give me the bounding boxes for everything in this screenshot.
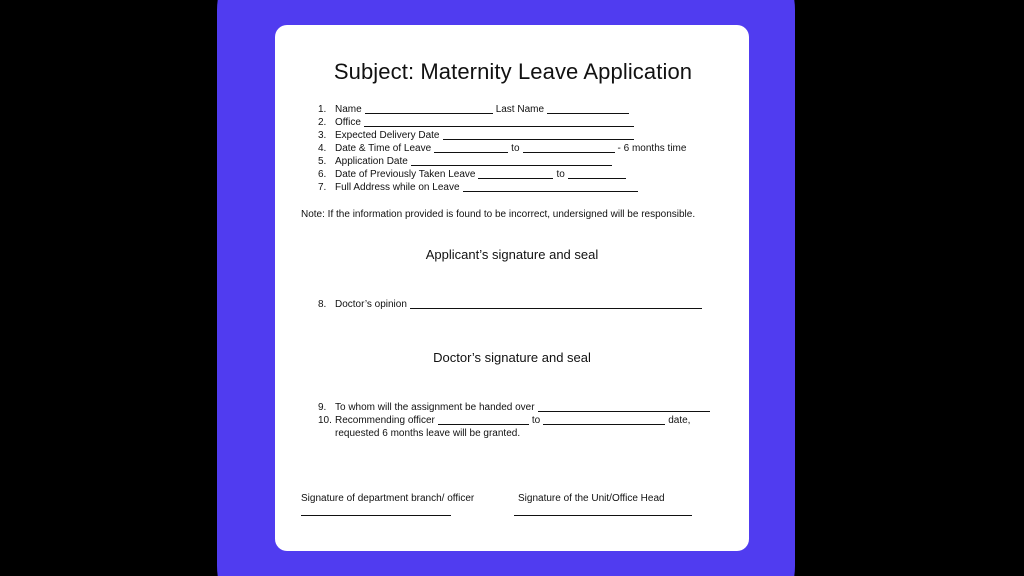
field-label: To whom will the assignment be handed over [335, 402, 535, 413]
field-number-spacer [318, 427, 335, 440]
field-recommending-officer [318, 414, 713, 427]
field-label: Expected Delivery Date [335, 130, 440, 141]
field-full-address [318, 181, 686, 194]
office-input-line[interactable] [364, 116, 634, 127]
field-recommending-continuation [318, 427, 713, 440]
field-application-date [318, 155, 686, 168]
form-title-text: Subject: Maternity Leave Application [333, 59, 693, 84]
form-card [275, 25, 749, 551]
last-name-input-line[interactable] [547, 103, 629, 114]
field-label: Date of Previously Taken Leave [335, 169, 476, 180]
leave-start-input-line[interactable] [434, 142, 508, 153]
doctor-opinion-input-line[interactable] [410, 298, 702, 309]
field-label: Doctor’s opinion [335, 299, 407, 310]
expected-delivery-date-input-line[interactable] [443, 129, 634, 140]
field-label: Name [335, 104, 362, 115]
field-connector-to: to [556, 169, 565, 180]
fields-list-b [318, 298, 705, 311]
field-number: 5. [318, 156, 327, 167]
field-label-last-name: Last Name [495, 104, 545, 115]
department-signature-label: Signature of department branch/ officer [301, 493, 475, 504]
field-date-time-of-leave [318, 142, 686, 155]
field-number: 10. [318, 415, 332, 426]
field-label: Date & Time of Leave [335, 143, 432, 154]
unit-head-signature-line[interactable] [514, 515, 692, 516]
field-expected-delivery-date [318, 129, 686, 142]
leave-end-input-line[interactable] [523, 142, 615, 153]
full-address-input-line[interactable] [463, 181, 638, 192]
field-label: Application Date [335, 156, 408, 167]
field-assignment-handover [318, 401, 713, 414]
assignment-handover-input-line[interactable] [538, 401, 710, 412]
applicant-signature-label: Applicant’s signature and seal [425, 247, 599, 262]
field-label: Office [335, 117, 361, 128]
previous-leave-end-input-line[interactable] [568, 168, 626, 179]
unit-head-signature-label: Signature of the Unit/Office Head [518, 493, 665, 504]
field-number: 7. [318, 182, 327, 193]
field-number: 3. [318, 130, 327, 141]
name-input-line[interactable] [365, 103, 493, 114]
field-name [318, 103, 686, 116]
previous-leave-start-input-line[interactable] [478, 168, 553, 179]
field-number: 2. [318, 117, 327, 128]
field-suffix: date, [668, 415, 691, 426]
field-label: Recommending officer [335, 415, 435, 426]
field-suffix: - 6 months time [617, 143, 687, 154]
disclaimer-note: Note: If the information provided is found to be incorrect, undersigned will be responsible. [301, 209, 696, 220]
fields-list-c [318, 401, 713, 440]
field-office [318, 116, 686, 129]
field-label: Full Address while on Leave [335, 182, 460, 193]
field-number: 4. [318, 143, 327, 154]
field-doctor-opinion [318, 298, 705, 311]
field-number: 1. [318, 104, 327, 115]
recommending-date-input-line[interactable] [543, 414, 665, 425]
field-number: 6. [318, 169, 327, 180]
application-date-input-line[interactable] [411, 155, 612, 166]
field-number: 8. [318, 299, 327, 310]
field-connector-to: to [511, 143, 520, 154]
field-number: 9. [318, 402, 327, 413]
recommending-officer-input-line[interactable] [438, 414, 529, 425]
doctor-signature-label: Doctor’s signature and seal [433, 350, 591, 365]
field-connector-to: to [531, 415, 541, 426]
department-signature-line[interactable] [301, 515, 451, 516]
field-continuation-text: requested 6 months leave will be granted. [335, 428, 521, 439]
form-title [275, 59, 749, 85]
field-previous-leave [318, 168, 686, 181]
fields-list-a [318, 103, 686, 194]
